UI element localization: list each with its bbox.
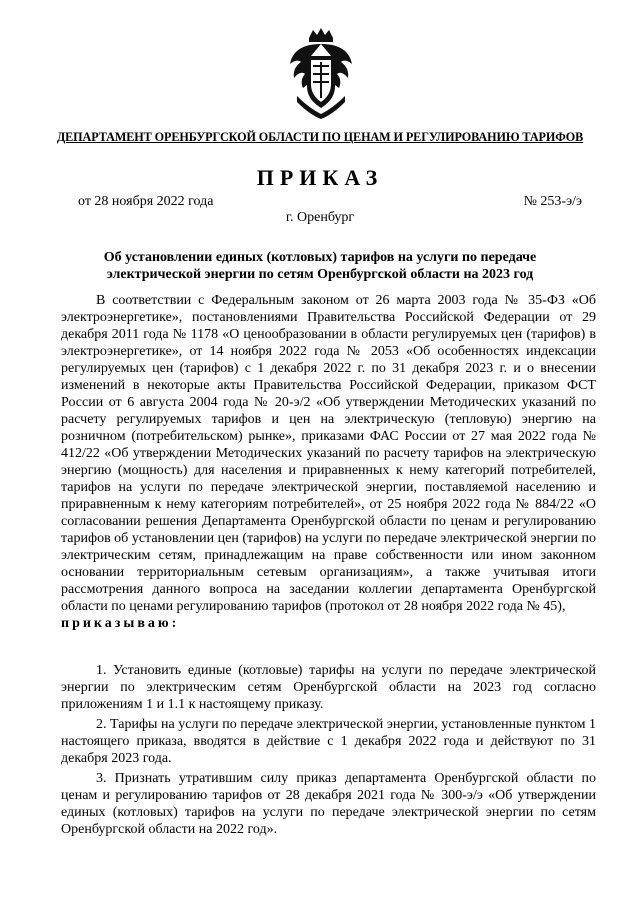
preamble-paragraph: В соответствии с Федеральным законом от 26 марта 2003 года № 35-ФЗ «Об электроэнергетике», постановлениями Правительства Российской Федерации от 29 декабря 2011 года № 1178 «О ценообразовании в области регулируемых цен (тарифов) в электроэнергетике», от 14 ноября 2022 года № 2053 «Об особенностях индексации регулируемых цен (тарифов) с 1 декабря 2022 г. по 31 декабря 2023 г. и о внесении изменений в некоторые акты Правительства Российской Федерации, приказом ФСТ России от 6 августа 2004 года № 20-э/2 «Об утверждении Методических указаний по расчету регулируемых тарифов и цен на электрическую (тепловую) энергию на розничном (потребительском) рынке», приказами ФАС России от 27 мая 2022 года № 412/22 «Об утверждении Методических указаний по расчету тарифов на электрическую энергию (мощность) для населения и приравненных к нему категорий потребителей, тарифов на услуги по передаче электрической энергии, поставляемой населению и приравненным к нему категориям потребителей», от 25 ноября 2022 года № 884/22 «О согласовании решения Департамента Оренбургской области по ценам и регулированию тарифов об установлении цен (тарифов) на услуги по передаче электрической энергии по электрическим сетям, принадлежащим на праве собственности или ином законном основании территориальным сетевым организациям», а также учитывая итоги рассмотрения данного вопроса на заседании коллегии департамента Оренбургской области по ценами регулированию тарифов (протокол от 28 ноября 2022 года № 45),: [61, 293, 596, 614]
department-name: ДЕПАРТАМЕНТ ОРЕНБУРГСКОЙ ОБЛАСТИ ПО ЦЕНАМ И РЕГУЛИРОВАНИЮ ТАРИФОВ: [56, 130, 584, 144]
orders-word: приказываю:: [61, 616, 180, 631]
document-number: № 253-э/э: [523, 194, 582, 209]
coat-of-arms-icon: [287, 26, 355, 120]
document-title: ПРИКАЗ: [256, 165, 384, 190]
order-items: [61, 662, 596, 841]
order-item: 1. Установить единые (котловые) тарифы на услуги по передаче электрической энергии по электрическим сетям Оренбургской области на 2023 год согласно приложениям 1 и 1.1 к настоящему приказу.: [61, 663, 596, 712]
document-city: г. Оренбург: [285, 210, 355, 225]
order-item: 2. Тарифы на услуги по передаче электрической энергии, установленные пунктом 1 настоящего приказа, вводятся в действие с 1 декабря 2022 года и действуют по 31 декабря 2023 года.: [61, 717, 596, 766]
document-heading: Об установлении единых (котловых) тарифов на услуги по передаче электрической энергии по сетям Оренбургской области на 2023 год: [103, 250, 537, 282]
order-item: 3. Признать утратившим силу приказ департамента Оренбургской области по ценам и регулированию тарифов от 28 декабря 2021 года № 300-э/э «Об утверждении единых (котловых) тарифов на услуги по передаче электрической энергии по сетям Оренбургской области на 2022 год».: [61, 771, 596, 837]
orders-line: [61, 615, 596, 632]
document-date: от 28 ноября 2022 года: [78, 194, 214, 209]
document-body: [61, 292, 596, 632]
